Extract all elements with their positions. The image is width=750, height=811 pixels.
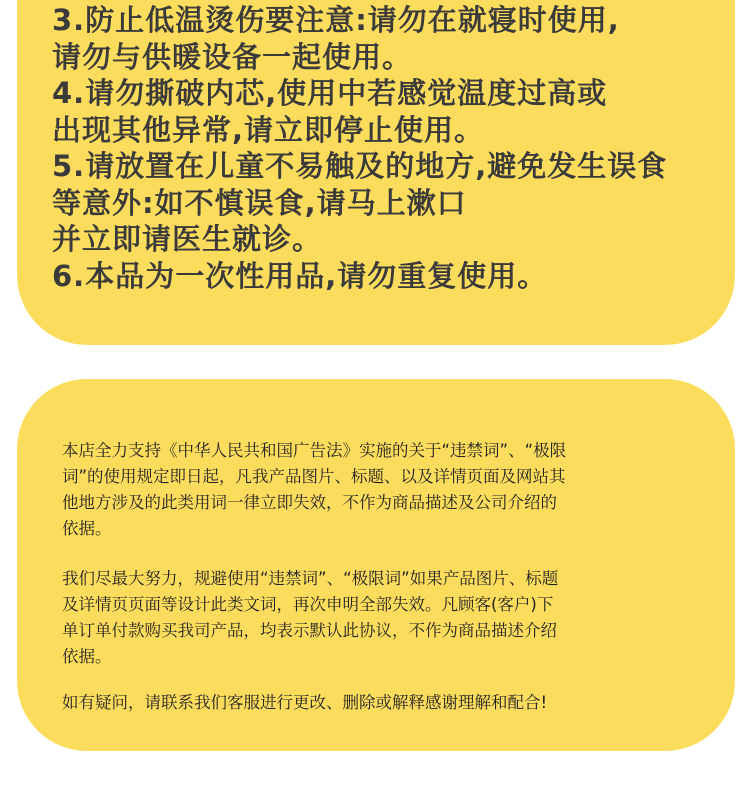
notice-line: 等意外:如不慎误食,请马上漱口 [52, 185, 467, 220]
usage-notice-text [52, 2, 667, 294]
disclaimer-paragraph-invalidation [62, 566, 558, 670]
disclaimer-line: 依据。 [62, 647, 112, 666]
notice-line: 出现其他异常,请立即停止使用。 [52, 112, 485, 147]
disclaimer-line: 如有疑问，请联系我们客服进行更改、删除或解释感谢理解和配合! [62, 693, 548, 712]
disclaimer-line: 本店全力支持《中华人民共和国广告法》实施的关于“违禁词”、“极限 [62, 441, 567, 460]
disclaimer-paragraph-contact [62, 690, 547, 716]
notice-line: 请勿与供暖设备一起使用。 [52, 39, 413, 74]
notice-line: 并立即请医生就诊。 [52, 222, 323, 256]
notice-line: 6.本品为一次性用品,请勿重复使用。 [52, 258, 548, 293]
disclaimer-line: 依据。 [62, 519, 112, 538]
notice-line: 4.请勿撕破内芯,使用中若感觉温度过高或 [52, 76, 608, 110]
disclaimer-line: 他地方涉及的此类用词一律立即失效，不作为商品描述及公司介绍的 [62, 493, 557, 512]
disclaimer-paragraph-ad-law [62, 438, 566, 542]
disclaimer-line: 我们尽最大努力，规避使用“违禁词”、“极限词”如果产品图片、标题 [62, 569, 559, 588]
notice-line: 5.请放置在儿童不易触及的地方,避免发生误食 [52, 149, 668, 183]
disclaimer-line: 及详情页页面等设计此类文词，再次申明全部失效。凡顾客(客户)下 [62, 595, 554, 614]
disclaimer-line: 单订单付款购买我司产品，均表示默认此协议，不作为商品描述介绍 [62, 621, 557, 640]
disclaimer-line: 词”的使用规定即日起，凡我产品图片、标题、以及详情页面及网站其 [62, 467, 566, 486]
notice-line: 3.防止低温烫伤要注意:请勿在就寝时使用, [52, 3, 620, 37]
